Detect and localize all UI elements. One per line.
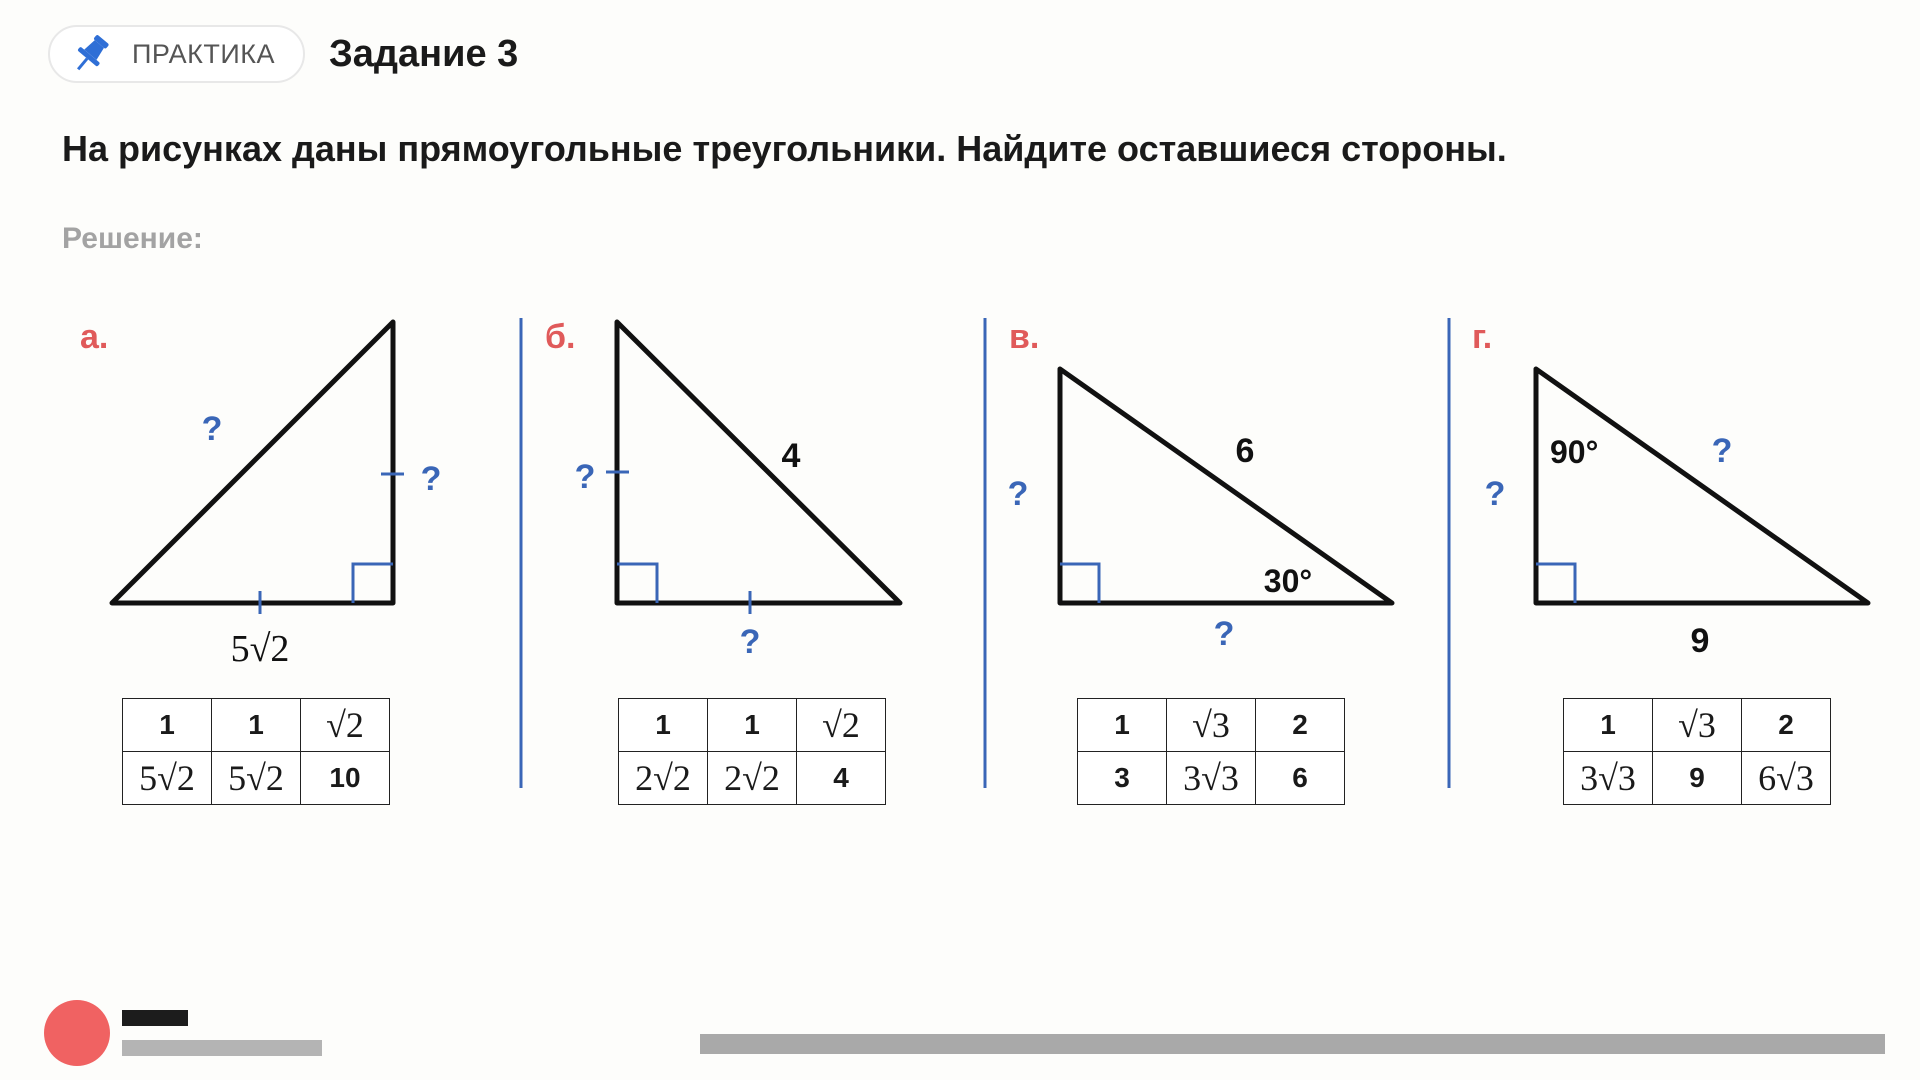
table-cell: 1 <box>619 699 708 752</box>
figure-letter: в. <box>1009 318 1040 356</box>
table-cell: 2√2 <box>708 752 797 805</box>
task-title: Задание 3 <box>328 32 519 75</box>
table-cell: 6 <box>1256 752 1345 805</box>
table-cell: 3 <box>1078 752 1167 805</box>
progress-bar-fill <box>700 1034 1885 1054</box>
answer-table-v <box>1077 698 1345 805</box>
progress-bar[interactable] <box>700 1034 1885 1054</box>
horizontal-leg-label: 5√2 <box>230 628 290 670</box>
table-cell: 5√2 <box>212 752 301 805</box>
answer-table-g <box>1563 698 1831 805</box>
table-cell: 5√2 <box>123 752 212 805</box>
problem-statement: На рисунках даны прямоугольные треугольники. Найдите оставшиеся стороны. <box>62 128 1507 169</box>
solution-label: Решение: <box>62 222 203 255</box>
vertical-leg-label: ? <box>420 460 442 498</box>
vertical-leg-label: ? <box>574 458 596 496</box>
table-cell: 10 <box>301 752 390 805</box>
record-indicator <box>44 1000 110 1066</box>
practice-badge-label: ПРАКТИКА <box>132 38 275 69</box>
table-cell: √2 <box>301 699 390 752</box>
horizontal-leg-label: 9 <box>1690 622 1710 660</box>
table-cell: √2 <box>797 699 886 752</box>
triangle <box>1536 369 1868 603</box>
table-cell: 9 <box>1653 752 1742 805</box>
figure-v <box>1008 318 1392 653</box>
horizontal-leg-label: ? <box>739 623 761 661</box>
footer-title-bar <box>122 1010 188 1026</box>
triangle <box>617 322 900 603</box>
angle-label: 30° <box>1263 563 1313 599</box>
figure-letter: б. <box>545 318 576 356</box>
hypotenuse-label: ? <box>1711 432 1733 470</box>
right-angle-mark <box>1536 564 1575 603</box>
table-cell: 4 <box>797 752 886 805</box>
table-cell: 1 <box>1564 699 1653 752</box>
table-cell: 3√3 <box>1564 752 1653 805</box>
answer-table-b <box>618 698 886 805</box>
table-cell: 1 <box>212 699 301 752</box>
hypotenuse-label: 4 <box>781 437 801 475</box>
vertical-leg-label: ? <box>1484 475 1506 513</box>
table-cell: 1 <box>123 699 212 752</box>
table-cell: 6√3 <box>1742 752 1831 805</box>
table-cell: 1 <box>1078 699 1167 752</box>
hypotenuse-label: 6 <box>1235 432 1255 470</box>
right-angle-mark <box>617 564 657 603</box>
figure-letter: а. <box>80 318 109 356</box>
table-cell: 2 <box>1256 699 1345 752</box>
footer-subtitle-bar <box>122 1040 322 1056</box>
hypotenuse-label: ? <box>201 410 223 448</box>
right-angle-mark <box>1060 564 1099 603</box>
table-cell: 1 <box>708 699 797 752</box>
table-cell: √3 <box>1653 699 1742 752</box>
triangle <box>1060 369 1392 603</box>
table-cell: √3 <box>1167 699 1256 752</box>
vertical-leg-label: ? <box>1007 475 1029 513</box>
right-angle-mark <box>353 564 393 603</box>
angle-label: 90° <box>1550 434 1599 470</box>
table-cell: 2 <box>1742 699 1831 752</box>
figure-a <box>80 318 441 670</box>
table-cell: 2√2 <box>619 752 708 805</box>
figure-letter: г. <box>1472 318 1493 356</box>
horizontal-leg-label: ? <box>1213 615 1235 653</box>
table-cell: 3√3 <box>1167 752 1256 805</box>
figure-g <box>1472 318 1868 660</box>
triangle <box>112 322 393 603</box>
figure-b <box>545 318 900 661</box>
answer-table-a <box>122 698 390 805</box>
